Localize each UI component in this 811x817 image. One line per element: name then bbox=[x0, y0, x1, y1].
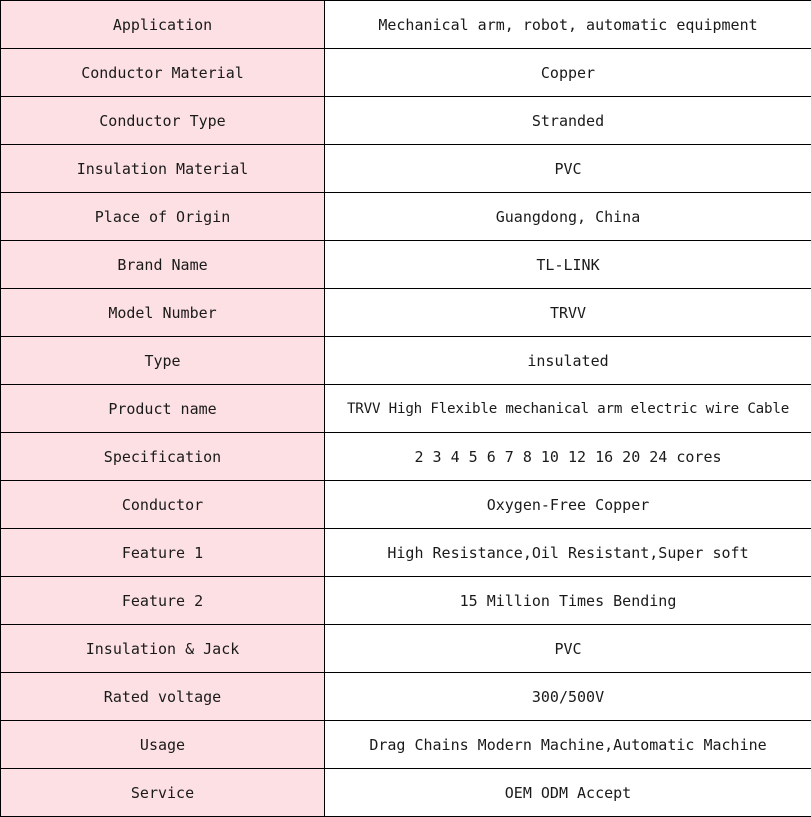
spec-table-body bbox=[1, 1, 811, 817]
row-value-conductor-type: Stranded bbox=[325, 97, 811, 145]
table-row bbox=[1, 1, 811, 49]
row-label-service: Service bbox=[1, 769, 325, 817]
table-row bbox=[1, 193, 811, 241]
table-row bbox=[1, 241, 811, 289]
row-value-rated-voltage: 300/500V bbox=[325, 673, 811, 721]
row-label-product-name: Product name bbox=[1, 385, 325, 433]
table-row bbox=[1, 385, 811, 433]
row-label-conductor-type: Conductor Type bbox=[1, 97, 325, 145]
row-label-place-of-origin: Place of Origin bbox=[1, 193, 325, 241]
row-value-specification: 2 3 4 5 6 7 8 10 12 16 20 24 cores bbox=[325, 433, 811, 481]
table-row bbox=[1, 769, 811, 817]
table-row bbox=[1, 97, 811, 145]
row-value-insulation-jack: PVC bbox=[325, 625, 811, 673]
row-value-type: insulated bbox=[325, 337, 811, 385]
row-value-model-number: TRVV bbox=[325, 289, 811, 337]
row-label-insulation-jack: Insulation & Jack bbox=[1, 625, 325, 673]
table-row bbox=[1, 625, 811, 673]
table-row bbox=[1, 337, 811, 385]
row-label-feature-1: Feature 1 bbox=[1, 529, 325, 577]
row-value-feature-2: 15 Million Times Bending bbox=[325, 577, 811, 625]
table-row bbox=[1, 481, 811, 529]
table-row bbox=[1, 529, 811, 577]
table-row bbox=[1, 673, 811, 721]
row-value-service: OEM ODM Accept bbox=[325, 769, 811, 817]
row-label-rated-voltage: Rated voltage bbox=[1, 673, 325, 721]
row-label-usage: Usage bbox=[1, 721, 325, 769]
row-label-feature-2: Feature 2 bbox=[1, 577, 325, 625]
row-value-brand-name: TL-LINK bbox=[325, 241, 811, 289]
table-row bbox=[1, 577, 811, 625]
row-value-conductor-material: Copper bbox=[325, 49, 811, 97]
row-label-insulation-material: Insulation Material bbox=[1, 145, 325, 193]
table-row bbox=[1, 49, 811, 97]
row-value-conductor: Oxygen-Free Copper bbox=[325, 481, 811, 529]
row-label-type: Type bbox=[1, 337, 325, 385]
row-value-place-of-origin: Guangdong, China bbox=[325, 193, 811, 241]
table-row bbox=[1, 721, 811, 769]
table-row bbox=[1, 433, 811, 481]
row-label-model-number: Model Number bbox=[1, 289, 325, 337]
row-value-product-name: TRVV High Flexible mechanical arm electric wire Cable bbox=[325, 385, 811, 433]
row-value-feature-1: High Resistance,Oil Resistant,Super soft bbox=[325, 529, 811, 577]
row-value-insulation-material: PVC bbox=[325, 145, 811, 193]
row-value-application: Mechanical arm, robot, automatic equipment bbox=[325, 1, 811, 49]
row-label-specification: Specification bbox=[1, 433, 325, 481]
row-label-application: Application bbox=[1, 1, 325, 49]
row-label-conductor: Conductor bbox=[1, 481, 325, 529]
table-row bbox=[1, 145, 811, 193]
row-label-brand-name: Brand Name bbox=[1, 241, 325, 289]
table-row bbox=[1, 289, 811, 337]
row-label-conductor-material: Conductor Material bbox=[1, 49, 325, 97]
row-value-usage: Drag Chains Modern Machine,Automatic Machine bbox=[325, 721, 811, 769]
